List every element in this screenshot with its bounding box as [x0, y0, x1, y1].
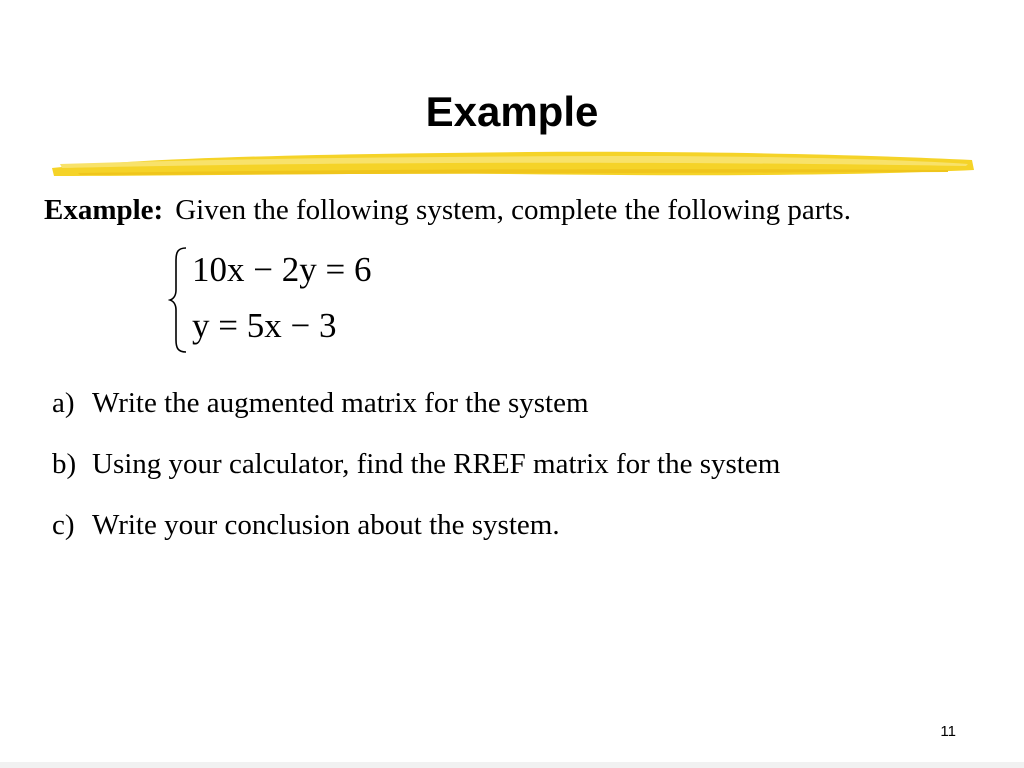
equation-1: 10x − 2y = 6 [192, 250, 372, 289]
title-underline-brush [48, 146, 976, 186]
list-marker: a) [52, 387, 75, 419]
list-marker: b) [52, 448, 77, 480]
left-brace-icon [168, 244, 190, 356]
list-item [52, 443, 972, 504]
bottom-strip [0, 762, 1024, 768]
slide-title: Example [425, 88, 599, 135]
list-item-text: Write the augmented matrix for the system [92, 387, 589, 419]
list-item [52, 382, 972, 443]
intro-lead: Example: [44, 194, 164, 226]
example-intro [44, 190, 944, 230]
page-number: 11 [940, 723, 956, 740]
list-item-text: Using your calculator, find the RREF matrix for the system [92, 448, 781, 480]
list-item [52, 504, 972, 565]
intro-text: Given the following system, complete the following parts. [175, 194, 851, 226]
list-item-text: Write your conclusion about the system. [92, 509, 560, 541]
list-marker: c) [52, 509, 75, 541]
equation-2: y = 5x − 3 [192, 306, 337, 345]
parts-list [52, 382, 972, 565]
equation-system [168, 244, 428, 356]
